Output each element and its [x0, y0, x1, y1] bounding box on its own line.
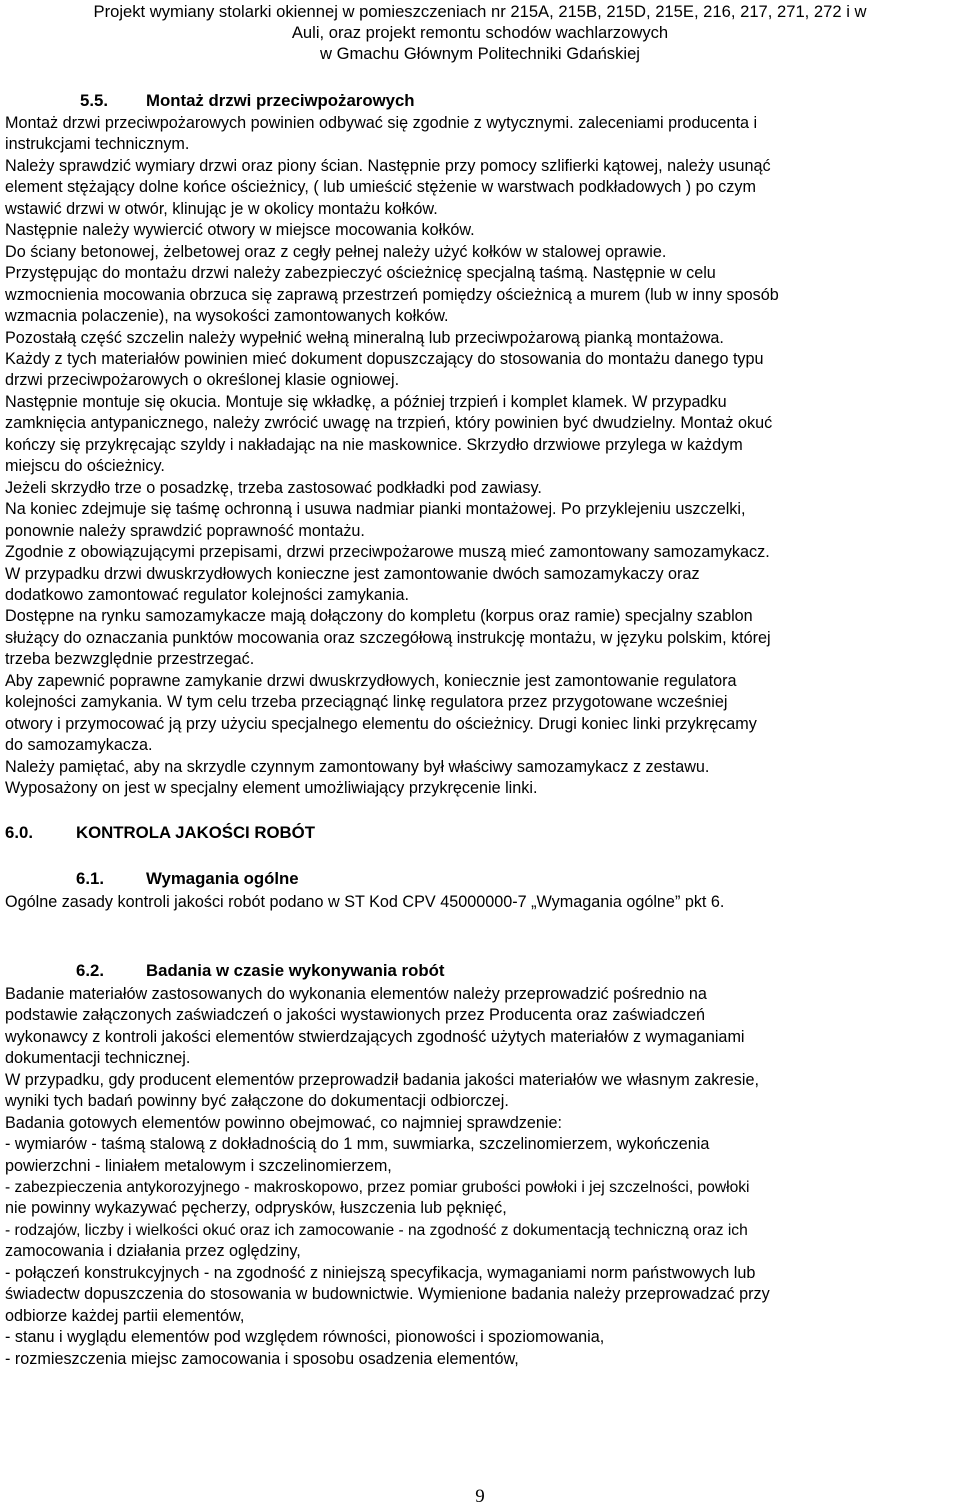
text-line: otwory i przymocować ją przy użyciu specjalnego elementu do ościeżnicy. Drugi koniec linki przykręcamy [5, 714, 757, 733]
section-heading-6-2 [5, 960, 957, 981]
section-title: Badania w czasie wykonywania robót [146, 960, 445, 980]
text-line: Zgodnie z obowiązującymi przepisami, drzwi przeciwpożarowe muszą mieć zamontowany samozamykacz. [5, 543, 770, 562]
text-line: - połączeń konstrukcyjnych - na zgodność z niniejszą specyfikacja, wymaganiami norm państwowych lub [5, 1263, 756, 1282]
section-title: Montaż drzwi przeciwpożarowych [146, 91, 415, 110]
text-line: do samozamykacza. [5, 736, 153, 755]
section-6-1-body [5, 892, 957, 913]
text-line: drzwi przeciwpożarowych o określonej klasie ogniowej. [5, 371, 400, 390]
section-6-2-body [5, 984, 957, 1370]
section-number: 5.5. [80, 91, 108, 110]
section-number: 6.2. [76, 960, 104, 980]
header-line: Projekt wymiany stolarki okiennej w pomieszczeniach nr 215A, 215B, 215D, 215E, 216, 217, 271, 272 i w [93, 2, 867, 21]
text-line: Dostępne na rynku samozamykacze mają dołączony do kompletu (korpus oraz ramie) specjalny szablon [5, 607, 753, 626]
text-line: - stanu i wyglądu elementów pod względem równości, pionowości i spoziomowania, [5, 1328, 605, 1347]
section-heading-5-5 [5, 90, 957, 111]
text-line: instrukcjami technicznym. [5, 135, 190, 154]
text-line: Do ściany betonowej, żelbetowej oraz z cegły pełnej należy użyć kołków w stalowej oprawie. [5, 242, 667, 261]
section-heading-6-1 [5, 868, 957, 889]
section-heading-6-0 [5, 822, 957, 843]
text-line: - rodzajów, liczby i wielkości okuć oraz ich zamocowanie - na zgodność z dokumentacją techniczną oraz ich [5, 1221, 748, 1239]
text-line: zamocowania i działania przez oględziny, [5, 1242, 301, 1261]
text-line: wzmacnia polaczenie), na wysokości zamontowanych kołków. [5, 307, 449, 326]
header-line: w Gmachu Głównym Politechniki Gdańskiej [319, 44, 640, 63]
text-line: Ogólne zasady kontroli jakości robót podano w ST Kod CPV 45000000-7 „Wymagania ogólne” pkt 6. [5, 892, 725, 911]
text-line: Na koniec zdejmuje się taśmę ochronną i usuwa nadmiar pianki montażowej. Po przyklejeniu uszczelki, [5, 500, 746, 519]
text-line: ponownie należy sprawdzić poprawność montażu. [5, 521, 365, 540]
text-line: świadectw dopuszczenia do stosowania w budownictwie. Wymienione badania należy przeprowadzać przy [5, 1285, 770, 1304]
document-body [5, 90, 957, 1370]
text-line: nie powinny wykazywać pęcherzy, odprysków, łuszczenia lub pęknięć, [5, 1199, 507, 1218]
text-line: odbiorze każdej partii elementów, [5, 1306, 245, 1325]
page-number: 9 [475, 1486, 485, 1507]
section-title: KONTROLA JAKOŚCI ROBÓT [76, 822, 315, 842]
text-line: miejscu do ościeżnicy. [5, 457, 165, 476]
text-line: kończy się przykręcając szyldy i nakładając na nie maskownice. Skrzydło drzwiowe przylega w każdym [5, 435, 743, 454]
text-line: W przypadku drzwi dwuskrzydłowych konieczne jest zamontowanie dwóch samozamykaczy oraz [5, 564, 700, 583]
section-number: 6.1. [76, 868, 104, 888]
text-line: Należy sprawdzić wymiary drzwi oraz piony ścian. Następnie przy pomocy szlifierki kątowej, należy usunąć [5, 156, 771, 175]
header-line: Auli, oraz projekt remontu schodów wachlarzowych [291, 23, 669, 42]
text-line: dokumentacji technicznej. [5, 1049, 191, 1068]
text-line: Montaż drzwi przeciwpożarowych powinien odbywać się zgodnie z wytycznymi. zaleceniami producenta i [5, 114, 758, 132]
section-5-5-body [5, 113, 957, 800]
text-line: wykonawcy z kontroli jakości elementów stwierdzających zgodność użytych materiałów z wymaganiami [5, 1027, 745, 1046]
text-line: Pozostałą część szczelin należy wypełnić wełną mineralną lub przeciwpożarową pianką montażowa. [5, 328, 724, 347]
text-line: - zabezpieczenia antykorozyjnego - makroskopowo, przez pomiar grubości powłoki i jej szczelności, powłoki [5, 1179, 750, 1197]
text-line: podstawie załączonych zaświadczeń o jakości wystawionych przez Producenta oraz zaświadczeń [5, 1006, 706, 1025]
text-line: Badanie materiałów zastosowanych do wykonania elementów należy przeprowadzić pośrednio na [5, 984, 707, 1003]
text-line: powierzchni - liniałem metalowym i szczelinomierzem, [5, 1156, 392, 1175]
text-line: - rozmieszczenia miejsc zamocowania i sposobu osadzenia elementów, [5, 1349, 519, 1368]
text-line: element stężający dolne końce ościeżnicy, ( lub umieścić stężenie w warstwach podkładowych ) po czym [5, 178, 756, 197]
text-line: trzeba bezwzględnie przestrzegać. [5, 650, 255, 669]
text-line: wstawić drzwi w otwór, klinując je w okolicy montażu kołków. [5, 199, 438, 218]
text-line: Każdy z tych materiałów powinien mieć dokument dopuszczający do stosowania do montażu danego typu [5, 349, 764, 368]
text-line: - wymiarów - taśmą stalową z dokładnością do 1 mm, suwmiarka, szczelinomierzem, wykończenia [5, 1135, 710, 1154]
page-header [0, 1, 960, 64]
text-line: wyniki tych badań powinny być załączone do dokumentacji odbiorczej. [5, 1092, 509, 1111]
text-line: Następnie montuje się okucia. Montuje się wkładkę, a później trzpień i komplet klamek. W przypadku [5, 392, 727, 411]
text-line: Wyposażony on jest w specjalny element umożliwiający przykręcenie linki. [5, 779, 538, 798]
text-line: dodatkowo zamontować regulator kolejności zamykania. [5, 585, 409, 604]
text-line: Należy pamiętać, aby na skrzydle czynnym zamontowany był właściwy samozamykacz z zestawu. [5, 757, 710, 776]
text-line: W przypadku, gdy producent elementów przeprowadził badania jakości materiałów we własnym zakresie, [5, 1070, 759, 1089]
text-line: Następnie należy wywiercić otwory w miejsce mocowania kołków. [5, 221, 475, 240]
text-line: Jeżeli skrzydło trze o posadzkę, trzeba zastosować podkładki pod zawiasy. [5, 478, 542, 497]
text-line: Aby zapewnić poprawne zamykanie drzwi dwuskrzydłowych, koniecznie jest zamontowanie regulatora [5, 671, 737, 690]
text-line: wzmocnienia mocowania obrzuca się zaprawą przestrzeń pomiędzy ościeżnicą a murem (lub w inny sposób [5, 285, 779, 304]
text-line: Badania gotowych elementów powinno obejmować, co najmniej sprawdzenie: [5, 1113, 562, 1132]
text-line: kolejności zamykania. W tym celu trzeba przeciągnąć linkę regulatora przez przygotowane wcześniej [5, 693, 728, 712]
text-line: zamknięcia antypanicznego, należy zwrócić uwagę na trzpień, który powinien być dwudzielny. Montaż okuć [5, 414, 773, 433]
section-title: Wymagania ogólne [146, 868, 299, 888]
text-line: Przystępując do montażu drzwi należy zabezpieczyć ościeżnicę specjalną taśmą. Następnie w celu [5, 264, 716, 283]
section-number: 6.0. [5, 822, 33, 842]
text-line: służący do oznaczania punktów mocowania oraz szczegółową instrukcję montażu, w języku polskim, której [5, 628, 771, 647]
